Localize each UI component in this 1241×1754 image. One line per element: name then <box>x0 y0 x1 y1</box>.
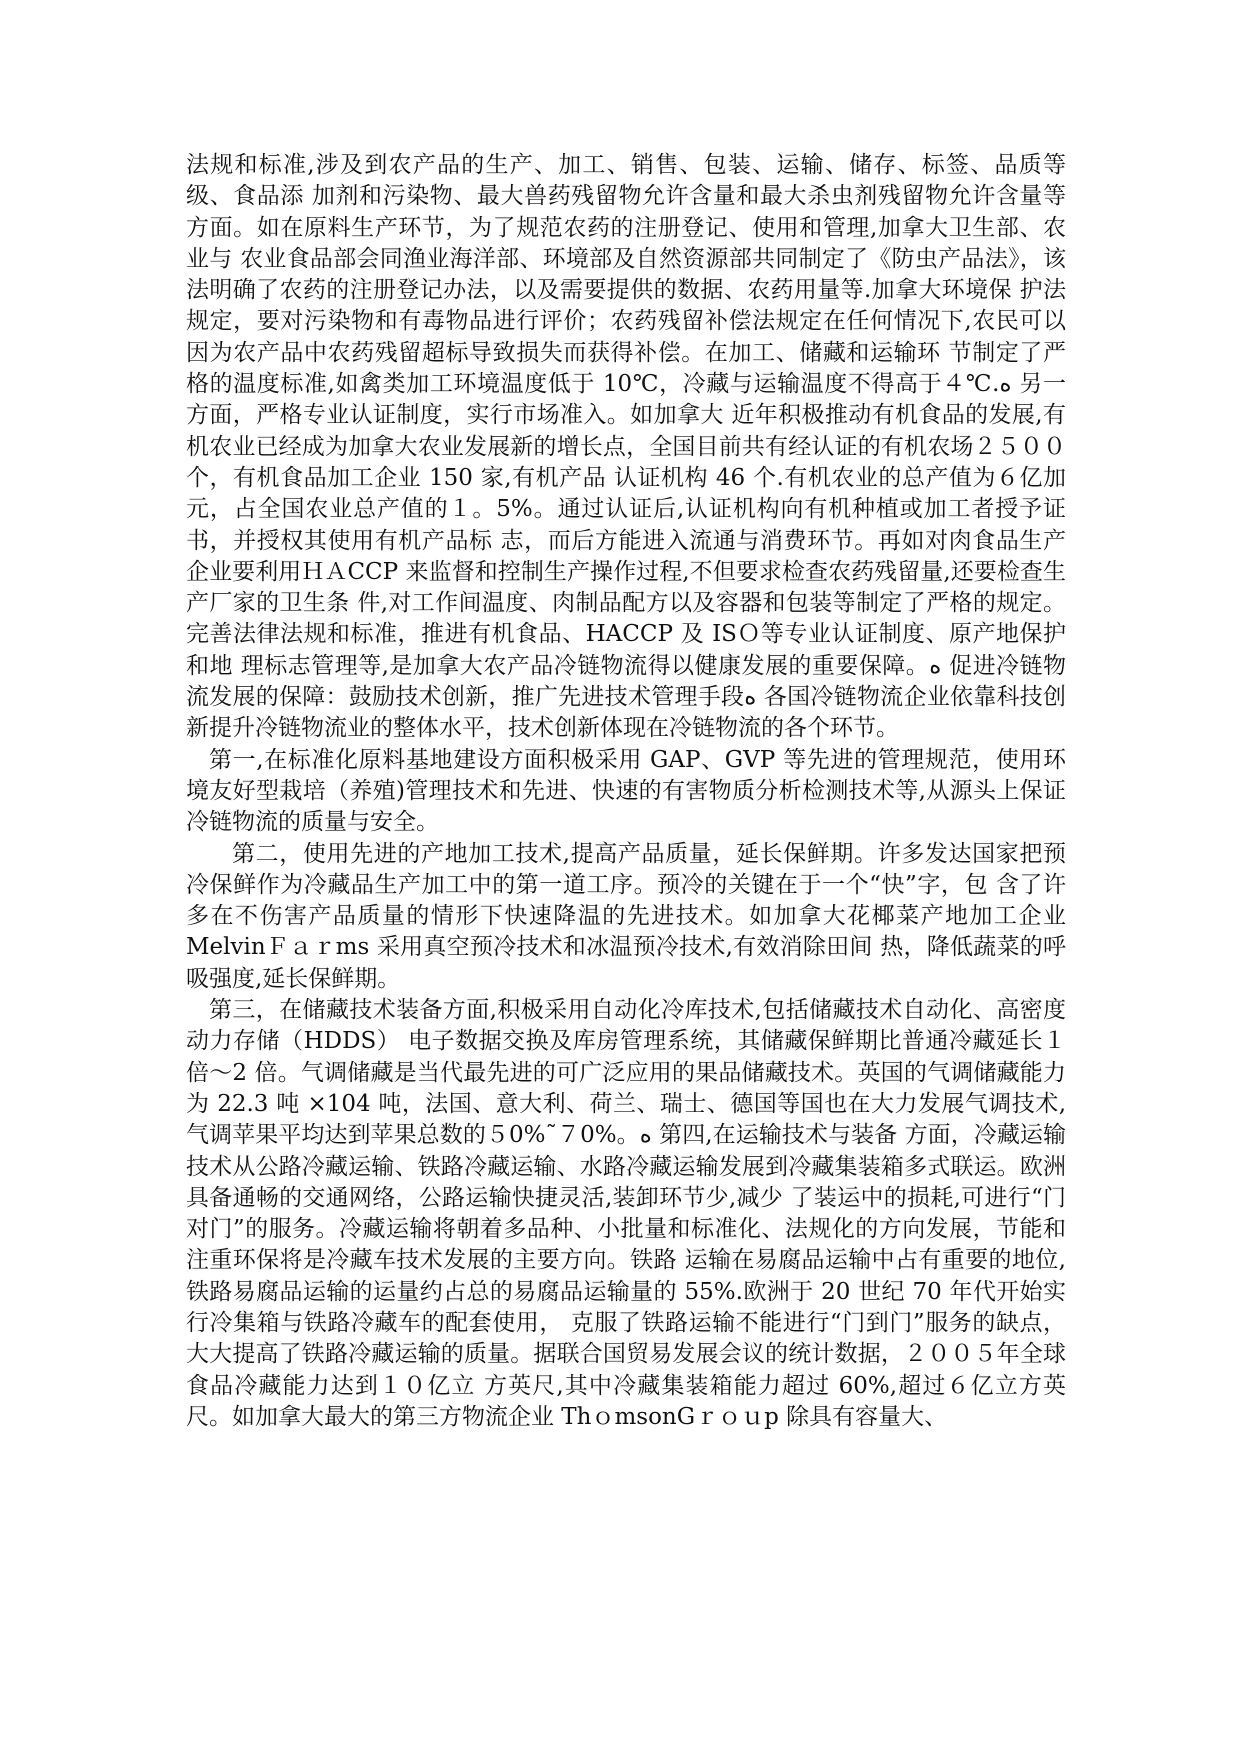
paragraph-third-fourth-measure: 第三，在储藏技术装备方面,积极采用自动化冷库技术,包括储藏技术自动化、高密度动力存储（HDDS） 电子数据交换及库房管理系统，其储藏保鲜期比普通冷藏延长１倍～2 倍。气调储藏是当代最先进的可广泛应用的果品储藏技术。英国的气调储藏能力为 22.3 吨 ×104 吨，法国、意大利、荷兰、瑞士、德国等国也在大力发展气调技术,气调苹果平均达到苹果总数的５0%˜７0%。ﻩ 第四,在运输技术与装备 方面，冷藏运输技术从公路冷藏运输、铁路冷藏运输、水路冷藏运输发展到冷藏集装箱多式联运。欧洲具备通畅的交通网络，公路运输快捷灵活,装卸环节少,减少 了装运中的损耗,可进行“门对门”的服务。冷藏运输将朝着多品种、小批量和标准化、法规化的方向发展，节能和注重环保将是冷藏车技术发展的主要方向。铁路 运输在易腐品运输中占有重要的地位,铁路易腐品运输的运量约占总的易腐品运输量的 55%.欧洲于 20 世纪 70 年代开始实行冷集箱与铁路冷藏车的配套使用， 克服了铁路运输不能进行“门到门”服务的缺点，大大提高了铁路冷藏运输的质量。据联合国贸易发展会议的统计数据，２００５年全球食品冷藏能力达到１０亿立 方英尺,其中冷藏集装箱能力超过 60%,超过６亿立方英尺。如加拿大最大的第三方物流企业 ThｏmsonGｒｏｕp 除具有容量大、 <box>186 997 1066 1430</box>
paragraph-first-measure: 第一,在标准化原料基地建设方面积极采用 GAP、GVP 等先进的管理规范，使用环境友好型栽培（养殖)管理技术和先进、快速的有害物质分析检测技术等,从源头上保证冷链物流的质量与安全。 <box>186 746 1066 836</box>
paragraph-second-measure: 第二，使用先进的产地加工技术,提高产品质量，延长保鲜期。许多发达国家把预冷保鲜作为冷藏品生产加工中的第一道工序。预冷的关键在于一个“快”字，包 含了许多在不伤害产品质量的情形下快速降温的先进技术。如加拿大花椰菜产地加工企业 MelvinＦａｒms 采用真空预冷技术和冰温预冷技术,有效消除田间 热，降低蔬菜的呼吸强度,延长保鲜期。 <box>186 840 1066 992</box>
paragraph-regulations: 法规和标准,涉及到农产品的生产、加工、销售、包装、运输、储存、标签、品质等级、食品添 加剂和污染物、最大兽药残留物允许含量和最大杀虫剂残留物允许含量等方面。如在原料生产环节，为了规范农药的注册登记、使用和管理,加拿大卫生部、农业与 农业食品部会同渔业海洋部、环境部及自然资源部共同制定了《防虫产品法》，该法明确了农药的注册登记办法，以及需要提供的数据、农药用量等.加拿大环境保 护法规定，要对污染物和有毒物品进行评价；农药残留补偿法规定在任何情况下,农民可以因为农产品中农药残留超标导致损失而获得补偿。在加工、储藏和运输环 节制定了严格的温度标准,如禽类加工环境温度低于 10℃，冷藏与运输温度不得高于４℃.ﻩ 另一方面，严格专业认证制度，实行市场准入。如加拿大 近年积极推动有机食品的发展,有机农业已经成为加拿大农业发展新的增长点，全国目前共有经认证的有机农场２５００个，有机食品加工企业 150 家,有机产品 认证机构 46 个.有机农业的总产值为６亿加元，占全国农业总产值的１。5%。通过认证后,认证机构向有机种植或加工者授予证书，并授权其使用有机产品标 志，而后方能进入流通与消费环节。再如对肉食品生产企业要利用ＨＡCCP 来监督和控制生产操作过程,不但要求检查农药残留量,还要检查生产厂家的卫生条 件,对工作间温度、肉制品配方以及容器和包装等制定了严格的规定。完善法律法规和标准，推进有机食品、HACCP 及 ISＯ等专业认证制度、原产地保护和地 理标志管理等,是加拿大农产品冷链物流得以健康发展的重要保障。ﻩ 促进冷链物流发展的保障：鼓励技术创新，推广先进技术管理手段ﻩ 各国冷链物流企业依靠科技创新提升冷链物流业的整体水平，技术创新体现在冷链物流的各个环节。 <box>186 152 1067 742</box>
document-body <box>186 150 1066 1433</box>
